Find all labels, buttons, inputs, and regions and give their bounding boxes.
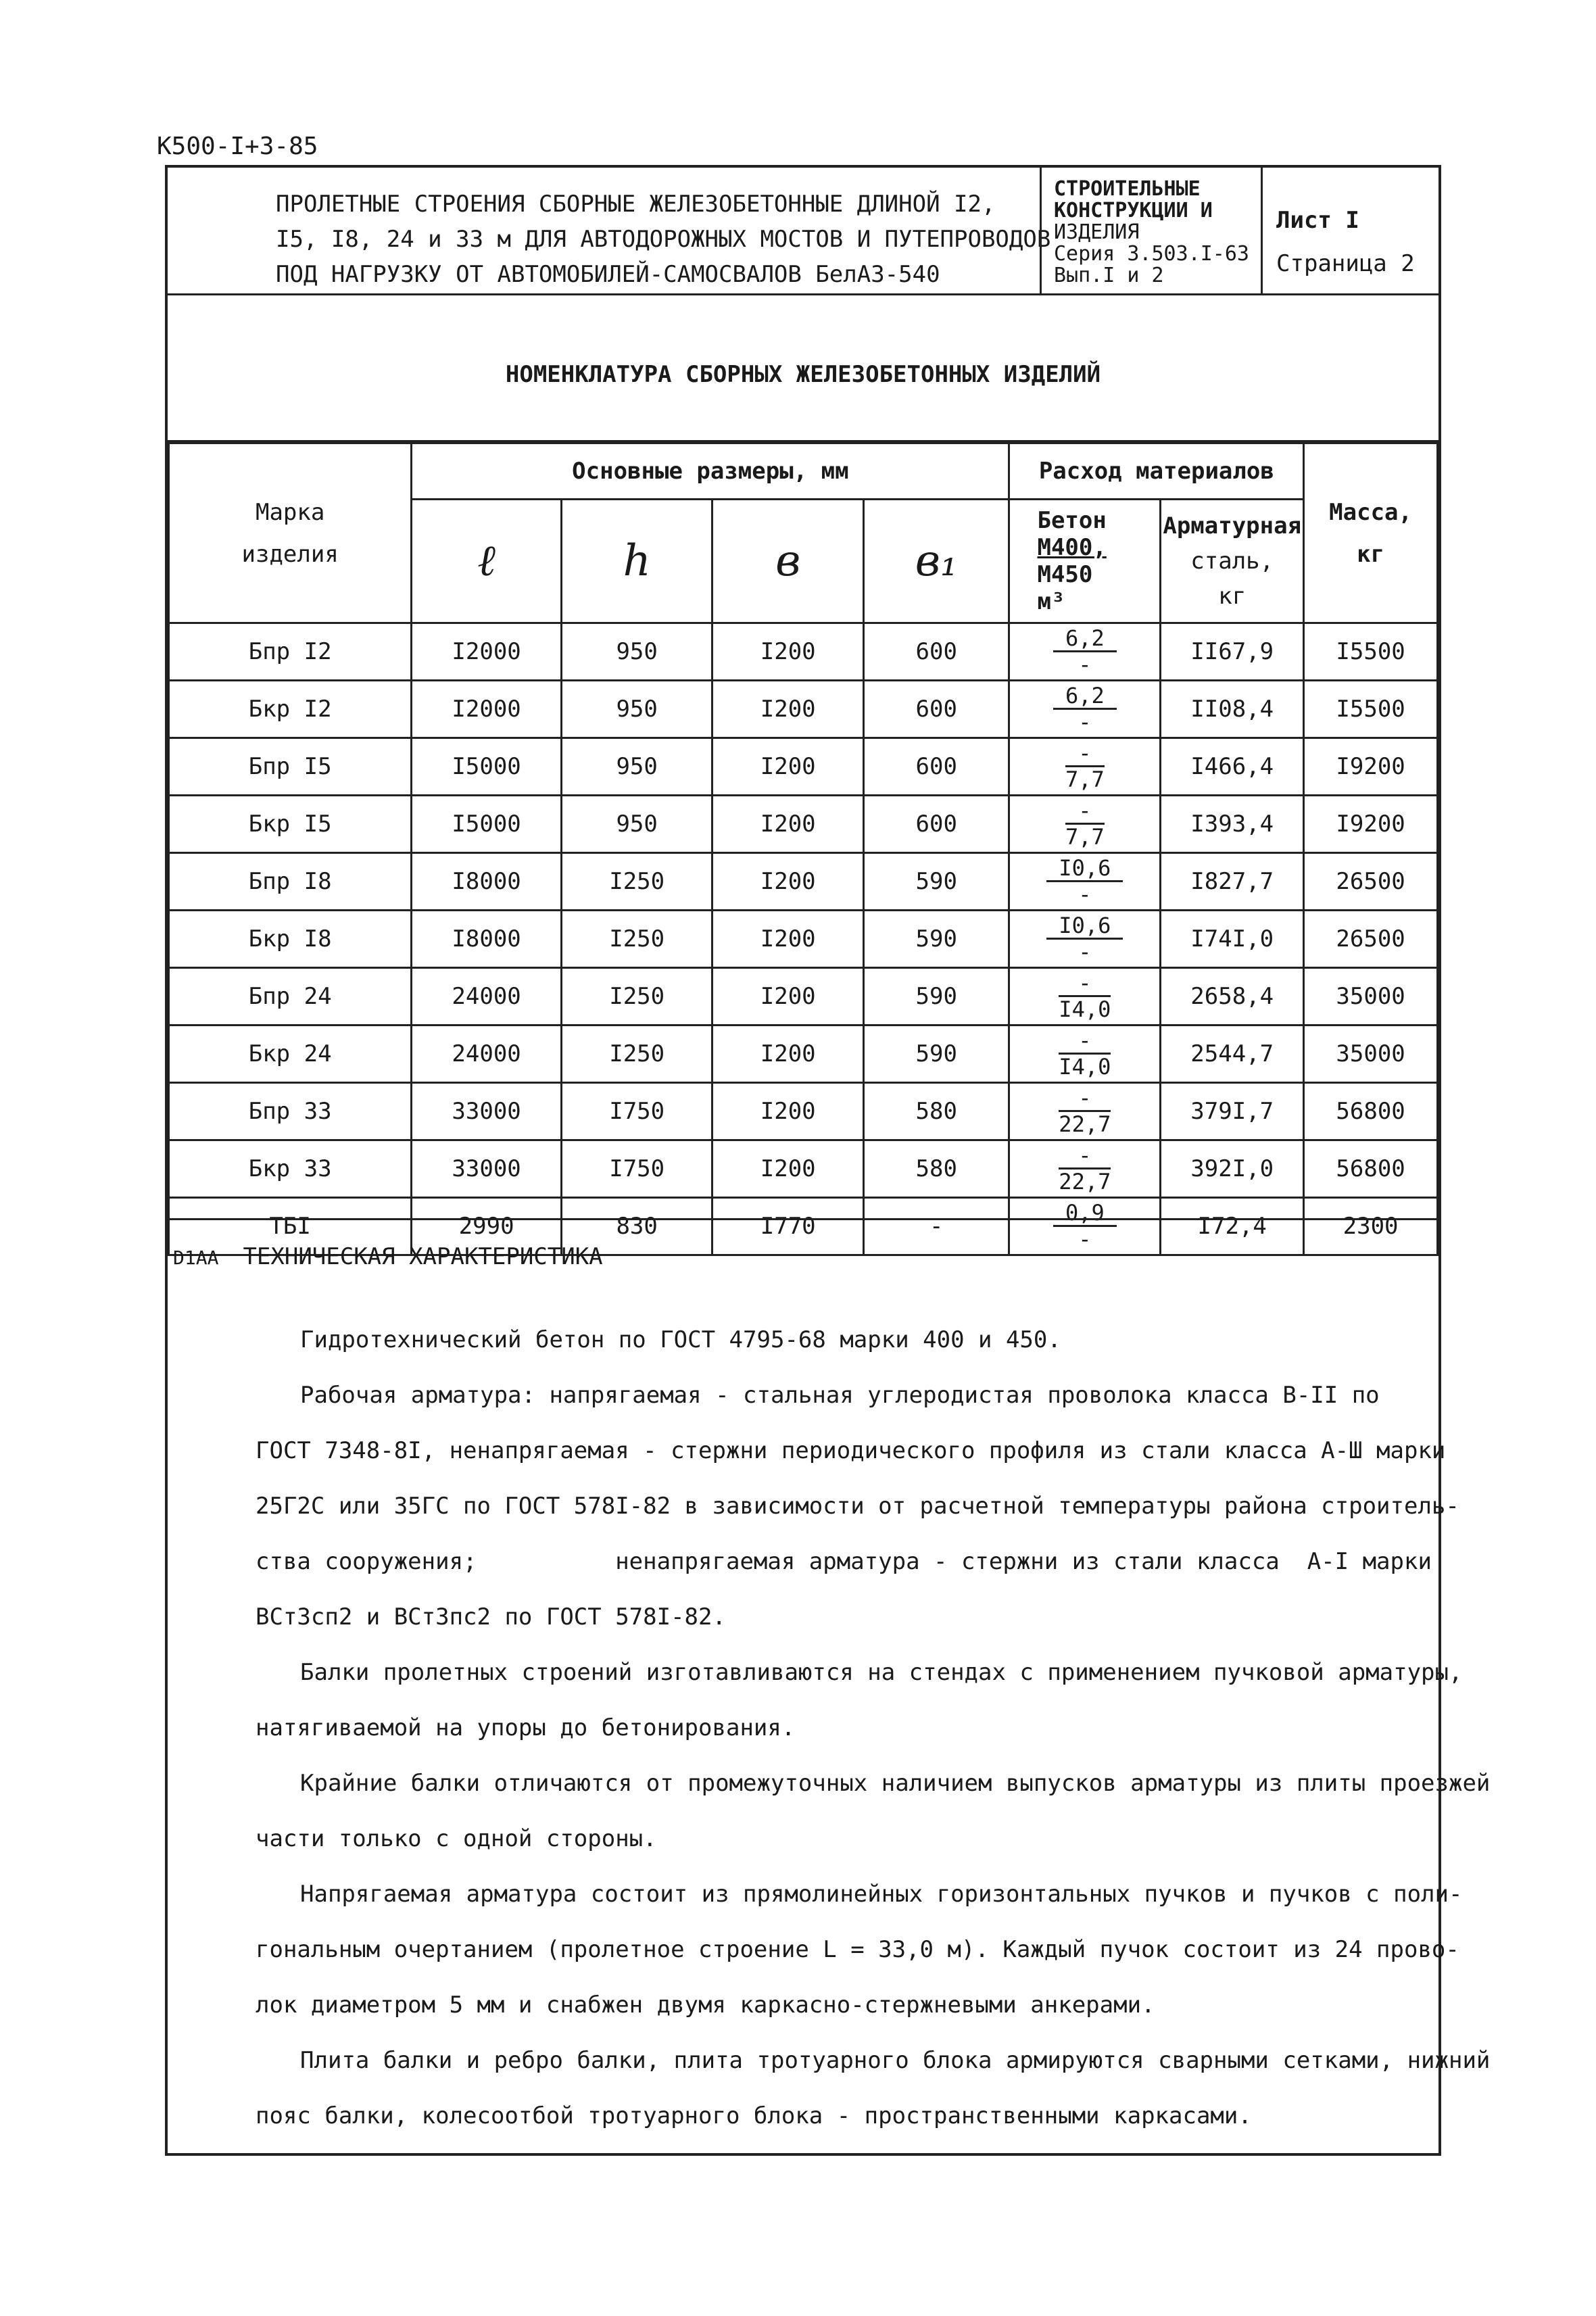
header-height-symbol: h [561,500,712,623]
width-cell: I200 [712,1083,864,1140]
header-materials: Расход материалов [1009,443,1304,500]
mark-cell: Бкр I2 [169,681,412,738]
section-marker: D1AA [173,1247,219,1269]
width1-cell: 600 [863,796,1009,853]
width-cell: I200 [712,796,864,853]
series-info [1040,168,1263,293]
table-row [169,853,1438,911]
series-line: Серия 3.503.I-63 [1054,242,1249,266]
mass-cell: I9200 [1304,796,1438,853]
mark-cell: Бкр I8 [169,911,412,968]
mark-cell: Бпр I8 [169,853,412,911]
paragraph-line: части только с одной стороны. [256,1825,657,1852]
mark-cell: Бпр I5 [169,738,412,796]
length-cell: I8000 [412,911,562,968]
width1-cell: 590 [863,968,1009,1026]
width1-cell: 590 [863,1026,1009,1083]
width1-cell: 600 [863,681,1009,738]
table-row [169,1026,1438,1083]
series-line: ИЗДЕЛИЯ [1054,220,1140,244]
length-cell: 2990 [412,1198,562,1255]
sheet-number: Лист I [1276,207,1359,234]
paragraph-line: Крайние балки отличаются от промежуточных наличием выпусков арматуры из плиты проезжей [300,1770,1491,1797]
header-width-symbol: в [712,500,864,623]
mass-cell: 2300 [1304,1198,1438,1255]
paragraph-line: Плита балки и ребро балки, плита тротуарного блока армируются сварными сетками, нижний [300,2047,1491,2074]
mark-cell: Бпр 24 [169,968,412,1026]
header-dimensions: Основные размеры, мм [412,443,1009,500]
paragraph-line: 25Г2С или 35ГС по ГОСТ 578I-82 в зависимости от расчетной температуры района строитель- [256,1493,1459,1520]
width1-cell: 580 [863,1083,1009,1140]
steel-cell: 379I,7 [1161,1083,1304,1140]
steel-cell: I466,4 [1161,738,1304,796]
table-row [169,1083,1438,1140]
height-cell: 950 [561,796,712,853]
header-width1-symbol: в₁ [863,500,1009,623]
mark-cell: Бкр 33 [169,1140,412,1198]
length-cell: I8000 [412,853,562,911]
title-line: I5, I8, 24 и 33 м ДЛЯ АВТОДОРОЖНЫХ МОСТОВ И ПУТЕПРОВОДОВ [276,226,1051,253]
concrete-cell: $\frac{-}{22,7}$ [1009,1140,1161,1198]
page-number: Страница 2 [1276,250,1415,277]
length-cell: I2000 [412,681,562,738]
title-block [168,168,1438,295]
height-cell: 830 [561,1198,712,1255]
width1-cell: 590 [863,853,1009,911]
steel-cell: 392I,0 [1161,1140,1304,1198]
steel-cell: I393,4 [1161,796,1304,853]
length-cell: 24000 [412,1026,562,1083]
table-row [169,623,1438,681]
width1-cell: - [863,1198,1009,1255]
title-line: ПОД НАГРУЗКУ ОТ АВТОМОБИЛЕЙ-САМОСВАЛОВ БелАЗ-540 [276,261,940,288]
width-cell: I200 [712,1026,864,1083]
width-cell: I200 [712,738,864,796]
steel-cell: II08,4 [1161,681,1304,738]
header-mass: Масса, кг [1304,443,1438,623]
width-cell: I200 [712,1140,864,1198]
width1-cell: 580 [863,1140,1009,1198]
mass-cell: 35000 [1304,968,1438,1026]
concrete-cell: $\frac{-}{7,7}$ [1009,796,1161,853]
height-cell: I750 [561,1083,712,1140]
mass-cell: I5500 [1304,623,1438,681]
width1-cell: 600 [863,623,1009,681]
paragraph-line: ВСт3сп2 и ВСт3пс2 по ГОСТ 578I-82. [256,1603,726,1631]
mark-cell: Бкр 24 [169,1026,412,1083]
paragraph-line: Гидротехнический бетон по ГОСТ 4795-68 марки 400 и 450. [300,1326,1061,1353]
concrete-cell: $\frac{6,2}{-}$ [1009,623,1161,681]
paragraph-line: Напрягаемая арматура состоит из прямолинейных горизонтальных пучков и пучков с поли- [300,1881,1463,1908]
paragraph-line: пояс балки, колесоотбой тротуарного блока - пространственными каркасами. [256,2102,1252,2129]
length-cell: I2000 [412,623,562,681]
paragraph-line: Рабочая арматура: напрягаемая - стальная углеродистая проволока класса В-II по [300,1382,1380,1409]
header-concrete: Бетон М400, М450 м³ [1009,500,1161,623]
width-cell: I200 [712,968,864,1026]
steel-cell: 2544,7 [1161,1026,1304,1083]
width-cell: I200 [712,623,864,681]
nomenclature-table [168,442,1438,1256]
steel-cell: I72,4 [1161,1198,1304,1255]
height-cell: 950 [561,681,712,738]
length-cell: I5000 [412,738,562,796]
concrete-cell: $\frac{-}{22,7}$ [1009,1083,1161,1140]
series-line: Вып.I и 2 [1054,264,1164,287]
width-cell: I770 [712,1198,864,1255]
concrete-cell: $\frac{I0,6}{-}$ [1009,911,1161,968]
series-line: СТРОИТЕЛЬНЫЕ [1054,177,1201,201]
paragraph-line: натягиваемой на упоры до бетонирования. [256,1714,796,1741]
length-cell: I5000 [412,796,562,853]
concrete-cell: $\frac{-}{7,7}$ [1009,738,1161,796]
mark-cell: Бпр 33 [169,1083,412,1140]
table-row [169,796,1438,853]
document-code: К500-I+3-85 [157,132,318,160]
concrete-cell: $\frac{-}{I4,0}$ [1009,968,1161,1026]
title-line: ПРОЛЕТНЫЕ СТРОЕНИЯ СБОРНЫЕ ЖЕЛЕЗОБЕТОННЫЕ ДЛИНОЙ I2, [276,191,996,218]
steel-cell: I74I,0 [1161,911,1304,968]
header-mark: Марка изделия [169,443,412,623]
width1-cell: 600 [863,738,1009,796]
mass-cell: 26500 [1304,853,1438,911]
table-row [169,911,1438,968]
mark-cell: Бкр I5 [169,796,412,853]
height-cell: I250 [561,911,712,968]
concrete-cell: $\frac{0,9}{-}$ [1009,1198,1161,1255]
mass-cell: 56800 [1304,1140,1438,1198]
sheet-info [1276,199,1415,285]
concrete-cell: $\frac{6,2}{-}$ [1009,681,1161,738]
series-line: КОНСТРУКЦИИ И [1054,199,1213,222]
width-cell: I200 [712,853,864,911]
paragraph-line: лок диаметром 5 мм и снабжен двумя каркасно-стержневыми анкерами. [256,1992,1155,2019]
concrete-cell: $\frac{I0,6}{-}$ [1009,853,1161,911]
header-length-symbol: ℓ [412,500,562,623]
height-cell: I750 [561,1140,712,1198]
paragraph-line: Балки пролетных строений изготавливаются на стендах с применением пучковой арматуры, [300,1659,1463,1686]
height-cell: I250 [561,853,712,911]
tech-heading [173,1243,603,1270]
height-cell: I250 [561,1026,712,1083]
mass-cell: 56800 [1304,1083,1438,1140]
length-cell: 33000 [412,1140,562,1198]
mass-cell: I5500 [1304,681,1438,738]
paragraph-line: ства сооружения; ненапрягаемая арматура - стержни из стали класса А-I марки [256,1548,1432,1575]
mass-cell: 26500 [1304,911,1438,968]
width1-cell: 590 [863,911,1009,968]
paragraph-line: ГОСТ 7348-8I, ненапрягаемая - стержни периодического профиля из стали класса А-Ш марки [256,1437,1446,1464]
table-row [169,738,1438,796]
paragraph-line: гональным очертанием (пролетное строение L = 33,0 м). Каждый пучок состоит из 24 прово- [256,1936,1459,1963]
length-cell: 33000 [412,1083,562,1140]
tech-body [256,1312,1491,2144]
concrete-cell: $\frac{-}{I4,0}$ [1009,1026,1161,1083]
tech-title: ТЕХНИЧЕСКАЯ ХАРАКТЕРИСТИКА [243,1243,603,1270]
length-cell: 24000 [412,968,562,1026]
header-steel: Арматурная сталь, кг [1161,500,1304,623]
mark-cell: ТБI [169,1198,412,1255]
width-cell: I200 [712,681,864,738]
width-cell: I200 [712,911,864,968]
table-row [169,968,1438,1026]
height-cell: 950 [561,738,712,796]
steel-cell: I827,7 [1161,853,1304,911]
table-row [169,1140,1438,1198]
mark-cell: Бпр I2 [169,623,412,681]
table-row [169,681,1438,738]
height-cell: I250 [561,968,712,1026]
nomenclature-title: НОМЕНКЛАТУРА СБОРНЫХ ЖЕЛЕЗОБЕТОННЫХ ИЗДЕЛИЙ [168,293,1438,442]
steel-cell: II67,9 [1161,623,1304,681]
steel-cell: 2658,4 [1161,968,1304,1026]
mass-cell: I9200 [1304,738,1438,796]
mass-cell: 35000 [1304,1026,1438,1083]
height-cell: 950 [561,623,712,681]
page-frame [165,165,1491,2156]
